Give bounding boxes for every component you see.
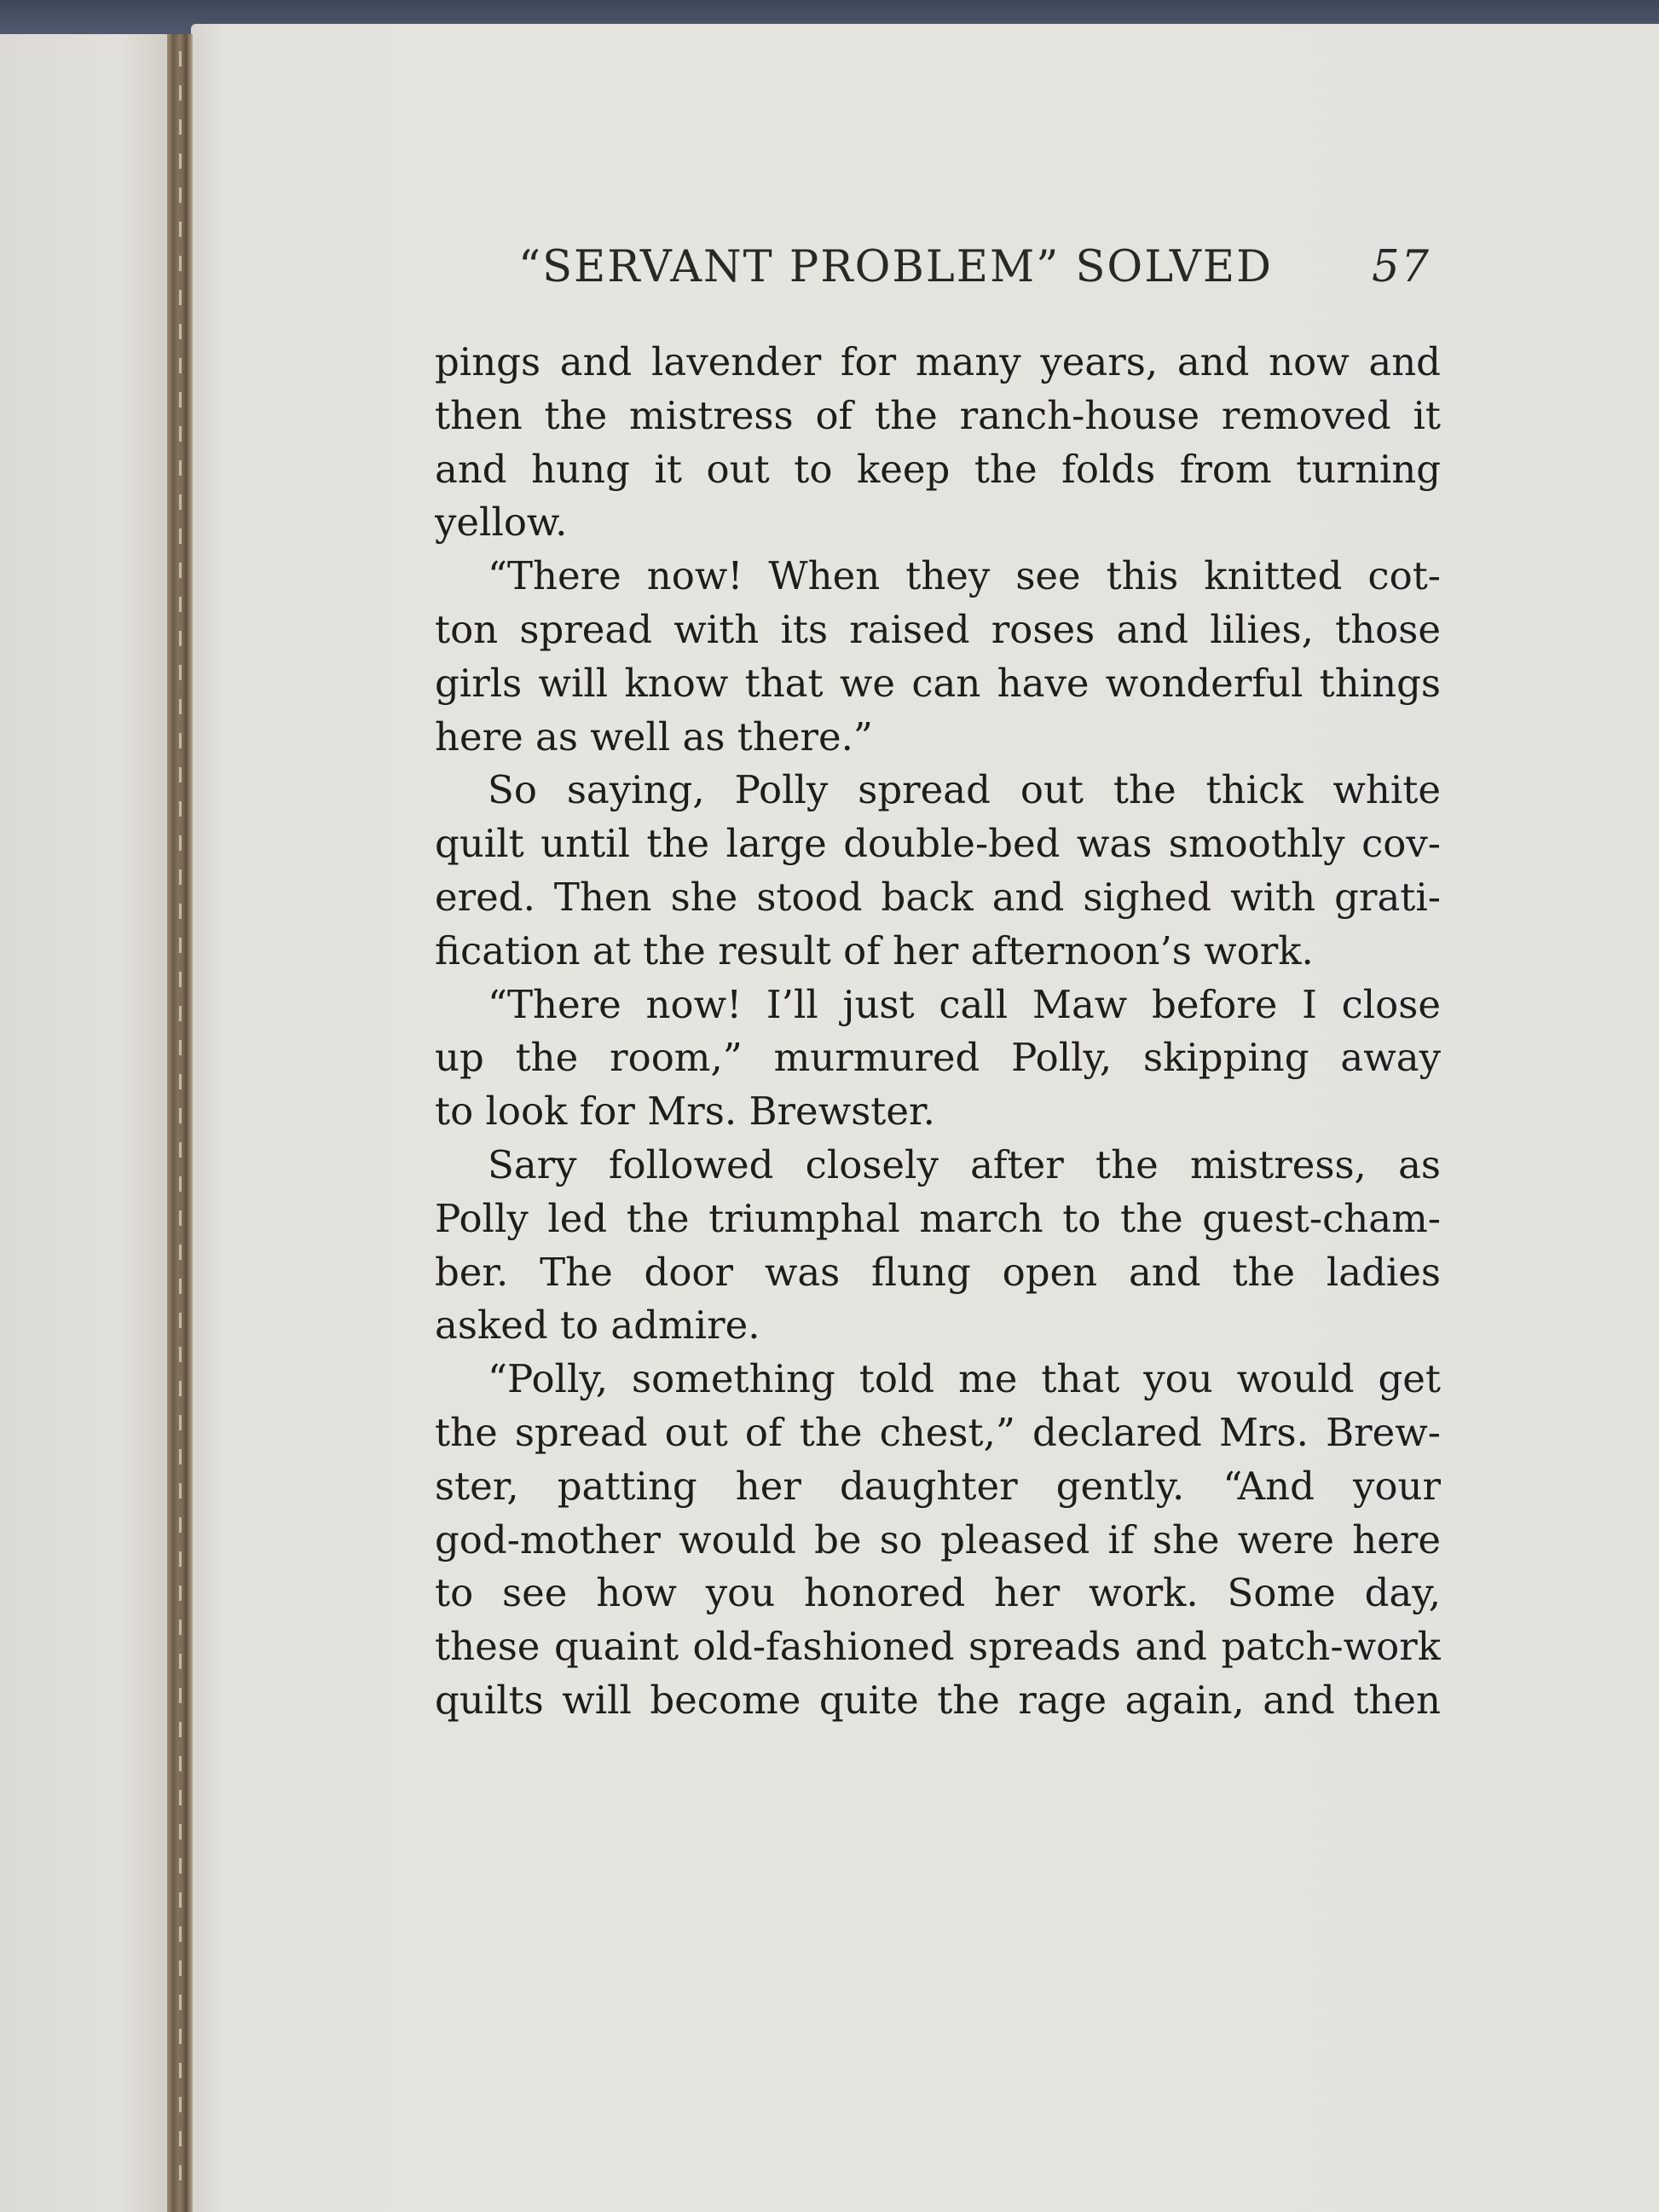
- binding-thread: [179, 51, 182, 2182]
- text-line: quilts will become quite the rage again, and then: [435, 1677, 1441, 1723]
- text-line: Sary followed closely after the mistress, as: [488, 1141, 1441, 1187]
- text-line: girls will know that we can have wonderful things: [435, 660, 1441, 706]
- text-line: and hung it out to keep the folds from turning: [435, 446, 1441, 492]
- text-line: yellow.: [435, 500, 568, 546]
- text-line: then the mistress of the ranch-house removed it: [435, 392, 1441, 438]
- text-line: these quaint old-fashioned spreads and patch-work: [435, 1624, 1441, 1670]
- text-line: god-mother would be so pleased if she were here: [435, 1516, 1441, 1562]
- chapter-title: “SERVANT PROBLEM” SOLVED: [518, 242, 1273, 292]
- text-line: ton spread with its raised roses and lilies, those: [435, 606, 1441, 652]
- text-line: fication at the result of her afternoon’s work.: [435, 927, 1314, 973]
- text-line: here as well as there.”: [435, 713, 873, 759]
- text-line: “Polly, something told me that you would get: [488, 1356, 1441, 1402]
- text-line: pings and lavender for many years, and now and: [435, 339, 1441, 384]
- text-line: to look for Mrs. Brewster.: [435, 1089, 935, 1135]
- text-line: So saying, Polly spread out the thick white: [488, 767, 1441, 813]
- text-line: quilt until the large double-bed was smoothly cov-: [435, 821, 1441, 867]
- text-line: ered. Then she stood back and sighed with grati-: [435, 874, 1441, 920]
- text-line: asked to admire.: [435, 1302, 760, 1349]
- body-text: [435, 336, 1441, 1728]
- text-line: to see how you honored her work. Some day,: [435, 1570, 1441, 1616]
- text-line: ber. The door was flung open and the ladies: [435, 1249, 1441, 1295]
- left-page: [0, 34, 171, 2212]
- page-number: 57: [1372, 242, 1431, 292]
- text-line: ster, patting her daughter gently. “And your: [435, 1463, 1441, 1509]
- running-head: [518, 242, 1448, 302]
- text-line: “There now! When they see this knitted cot-: [488, 553, 1441, 599]
- text-line: the spread out of the chest,” declared Mrs. Brew-: [435, 1409, 1441, 1455]
- text-line: up the room,” murmured Polly, skipping away: [435, 1035, 1441, 1081]
- text-line: “There now! I’ll just call Maw before I close: [488, 981, 1441, 1027]
- text-line: Polly led the triumphal march to the guest-cham-: [435, 1195, 1441, 1241]
